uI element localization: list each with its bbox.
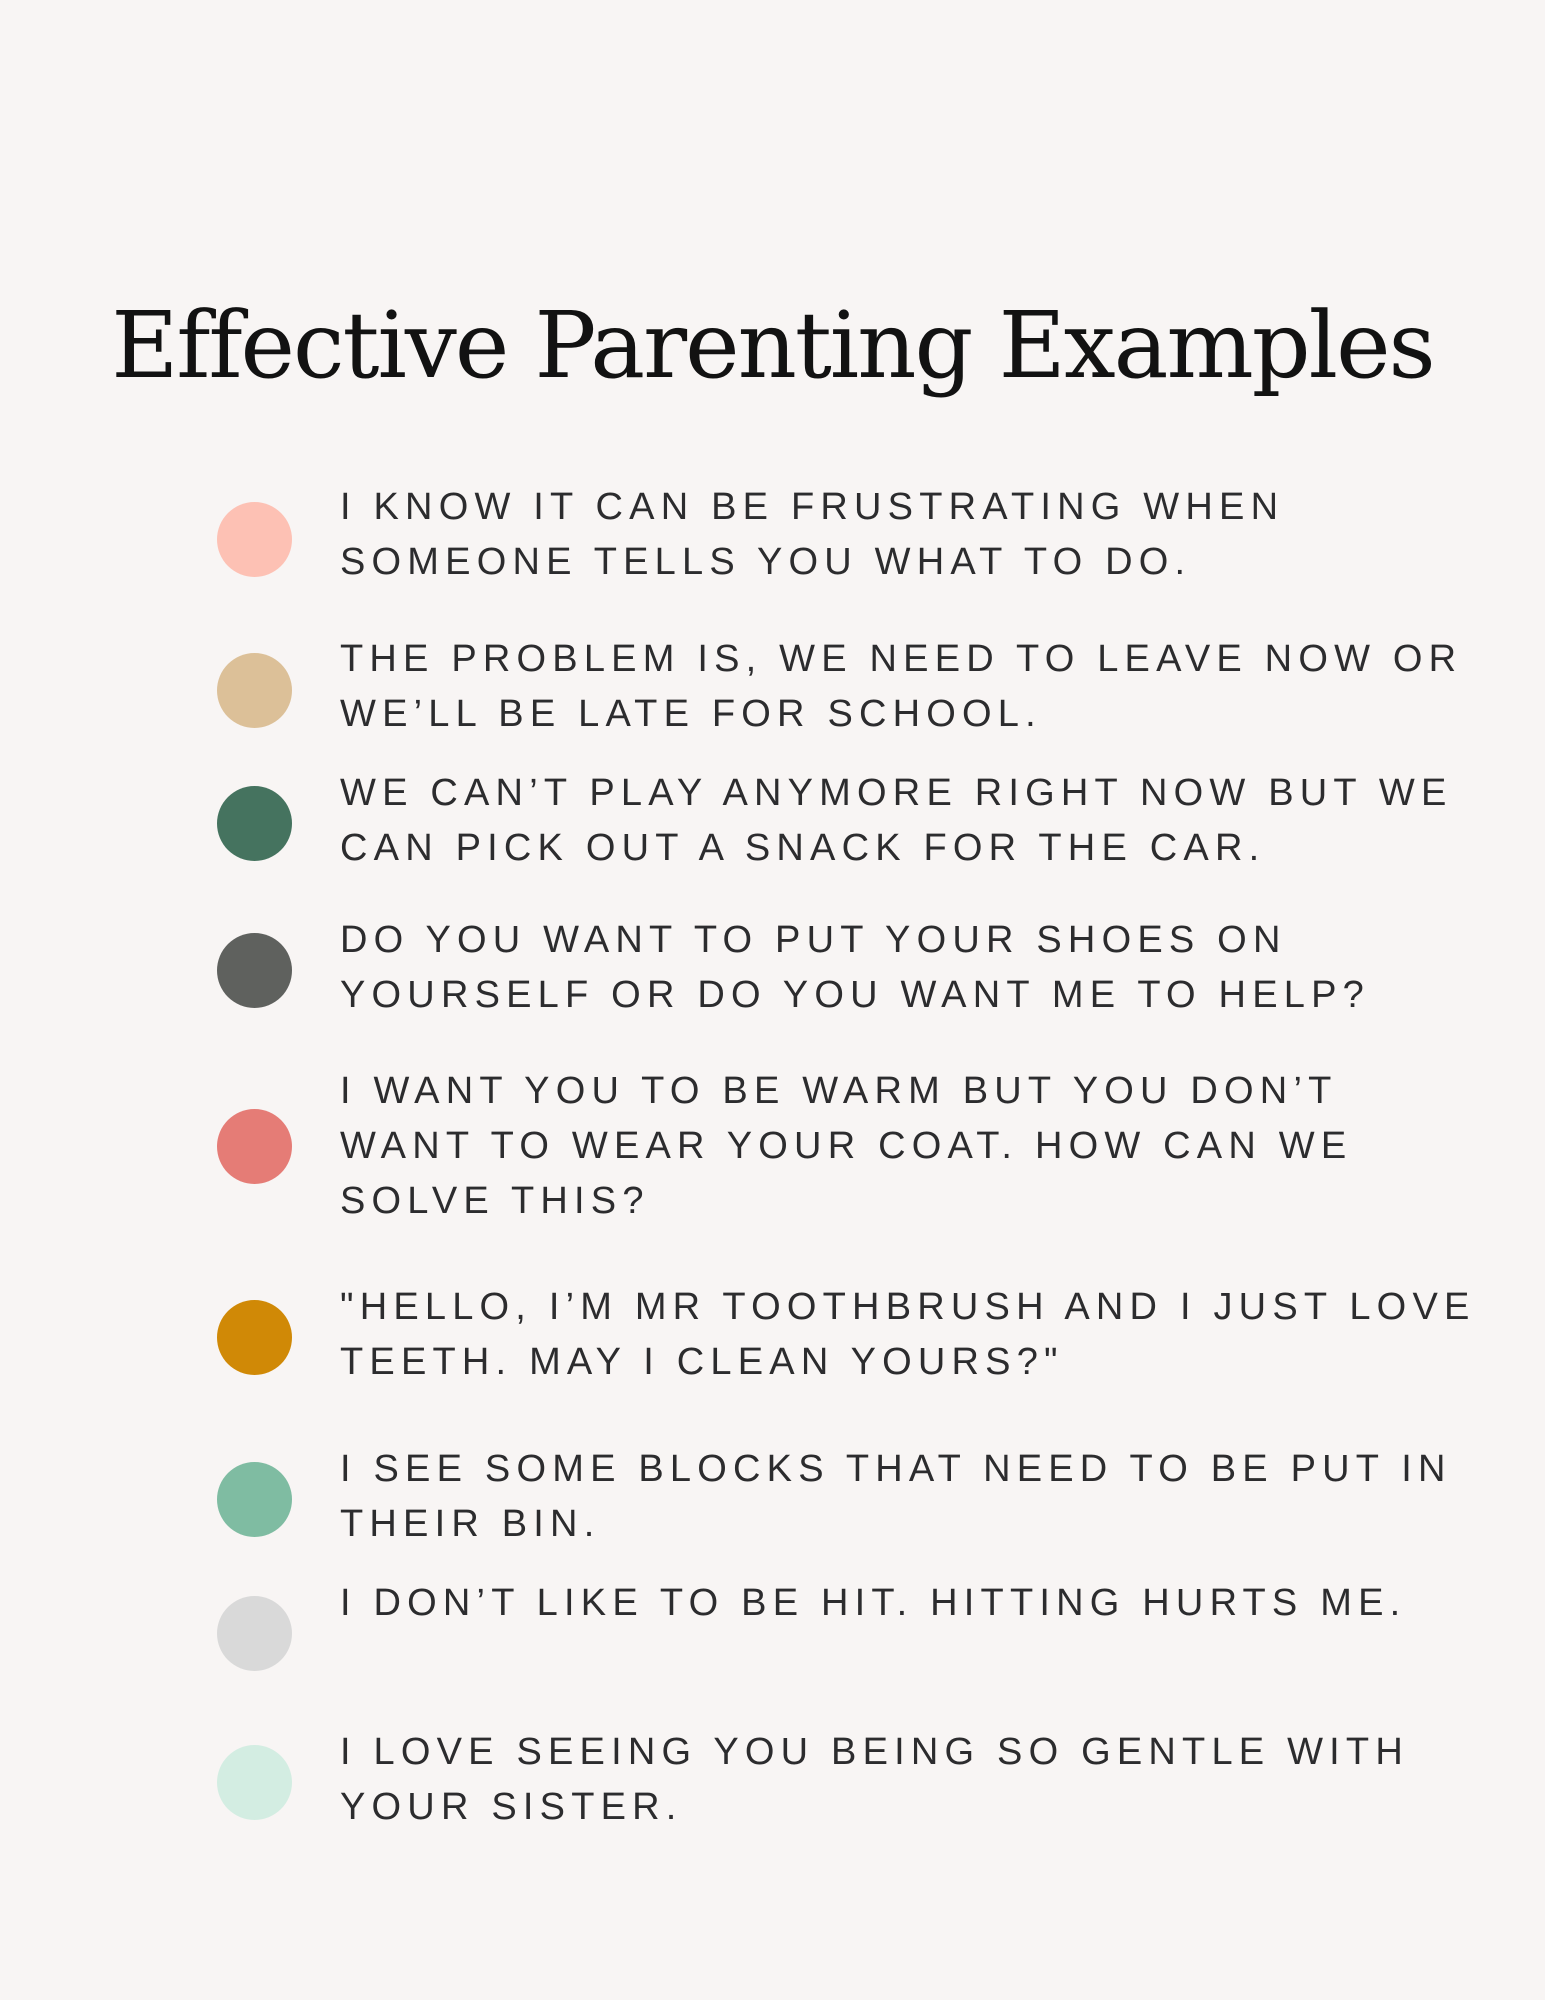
bullet-dot-icon <box>217 786 292 861</box>
bullet-dot-icon <box>217 933 292 1008</box>
item-text: I KNOW IT CAN BE FRUSTRATING WHEN SOMEONE TELLS YOU WHAT TO DO. <box>340 486 1285 583</box>
bullet-dot-icon <box>217 653 292 728</box>
page-title: Effective Parenting Examples <box>111 291 1434 399</box>
item-text: I WANT YOU TO BE WARM BUT YOU DON’T WANT TO WEAR YOUR COAT. HOW CAN WE SOLVE THIS? <box>340 1070 1353 1222</box>
item-text: I DON’T LIKE TO BE HIT. HITTING HURTS ME. <box>340 1582 1407 1624</box>
item-text: I SEE SOME BLOCKS THAT NEED TO BE PUT IN THEIR BIN. <box>340 1448 1452 1545</box>
item-text: I LOVE SEEING YOU BEING SO GENTLE WITH YOUR SISTER. <box>340 1731 1409 1828</box>
item-text: THE PROBLEM IS, WE NEED TO LEAVE NOW OR WE’LL BE LATE FOR SCHOOL. <box>340 638 1463 735</box>
item-text: DO YOU WANT TO PUT YOUR SHOES ON YOURSELF OR DO YOU WANT ME TO HELP? <box>340 919 1370 1016</box>
bullet-dot-icon <box>217 1462 292 1537</box>
bullet-dot-icon <box>217 1300 292 1375</box>
item-text: WE CAN’T PLAY ANYMORE RIGHT NOW BUT WE CAN PICK OUT A SNACK FOR THE CAR. <box>340 772 1453 869</box>
bullet-dot-icon <box>217 1596 292 1671</box>
item-text: "HELLO, I’M MR TOOTHBRUSH AND I JUST LOVE TEETH. MAY I CLEAN YOURS?" <box>340 1286 1476 1383</box>
bullet-dot-icon <box>217 1109 292 1184</box>
bullet-dot-icon <box>217 502 292 577</box>
bullet-dot-icon <box>217 1745 292 1820</box>
